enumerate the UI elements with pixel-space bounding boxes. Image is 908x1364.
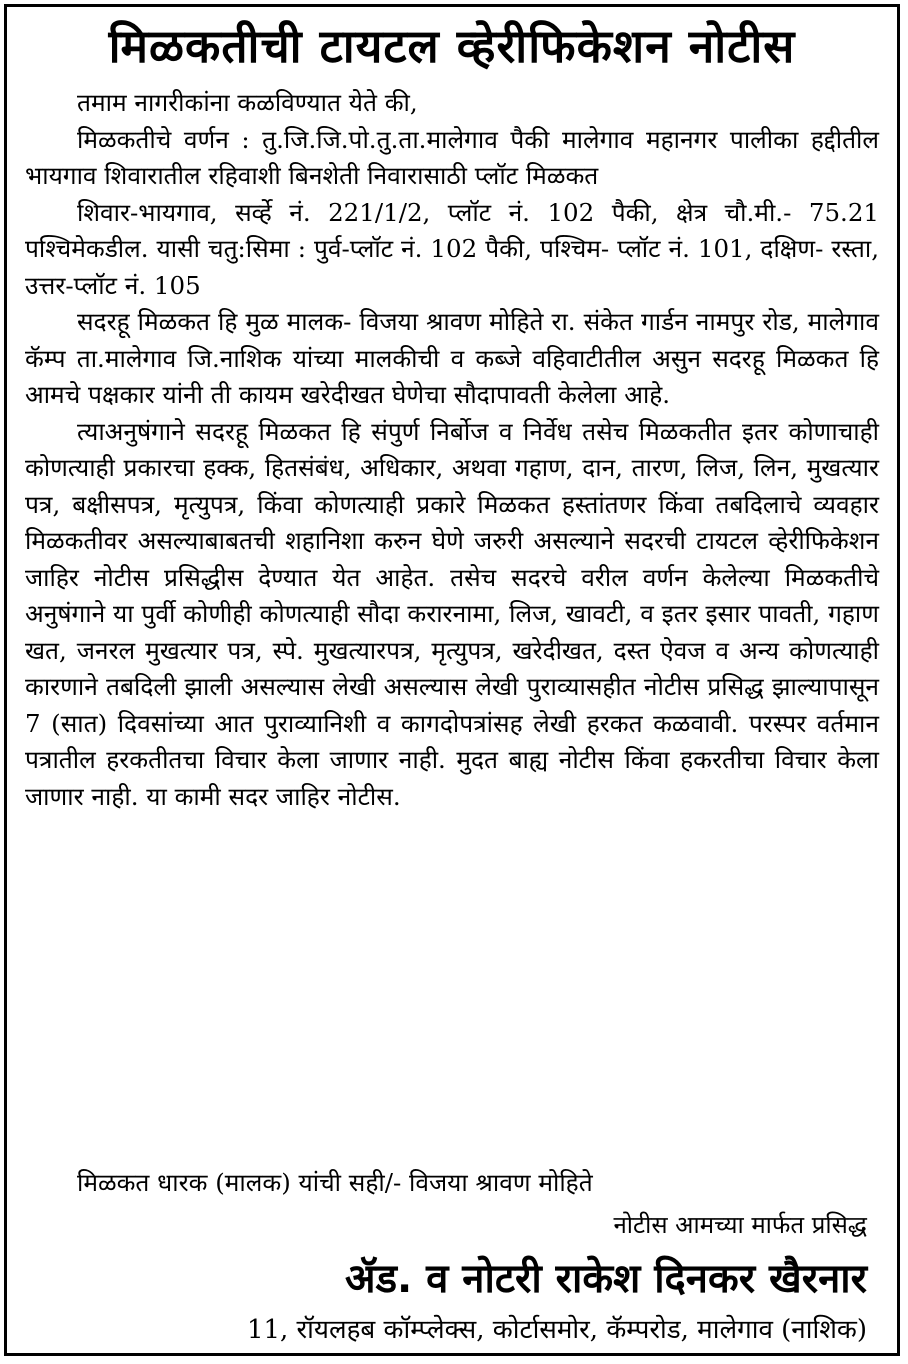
advocate-name: ॲड. व नोटरी राकेश दिनकर खैरनार — [345, 1256, 867, 1302]
notice-box — [4, 4, 900, 1356]
notice-paragraph-property-description: मिळकतीचे वर्णन : तु.जि.जि.पो.तु.ता.मालेगाव पैकी मालेगाव महानगर पालीका हद्दीतील भायगाव शिवारातील रहिवाशी बिनशेती निवारासाठी प्लॉट मिळकत — [25, 124, 879, 190]
published-by-line: नोटीस आमच्या मार्फत प्रसिद्ध — [613, 1211, 867, 1239]
notice-paragraph-greeting: तमाम नागरीकांना कळविण्यात येते की, — [77, 88, 418, 117]
notice-paragraph-boundaries: शिवार-भायगाव, सर्व्हे नं. 221/1/2, प्लॉट नं. 102 पैकी, क्षेत्र चौ.मी.- 75.21 पश्चिमेकडील. यासी चतु:सिमा : पुर्व-प्लॉट नं. 102 पैकी, पश्चिम- प्लॉट नं. 101, दक्षिण- रस्ता, उत्तर-प्लॉट नं. 105 — [25, 197, 879, 300]
advocate-address: 11, रॉयलहब कॉम्प्लेक्स, कोर्टासमोर, कॅम्परोड, मालेगाव (नाशिक) — [246, 1315, 867, 1345]
notice-paragraph-owner: सदरहू मिळकत हि मुळ मालक- विजया श्रावण मोहिते रा. संकेत गार्डन नामपुर रोड, मालेगाव कॅम्प ता.मालेगाव जि.नाशिक यांच्या मालकीची व कब्जे वहिवाटीतील असुन सदरहू मिळकत हि आमचे पक्षकार यांनी ती कायम खरेदीखत घेणेचा सौदापावती केलेला आहे. — [25, 307, 879, 409]
owner-signature-line: मिळकत धारक (मालक) यांची सही/- विजया श्रावण मोहिते — [77, 1168, 593, 1197]
notice-body — [25, 85, 879, 815]
notice-paragraph-objection: त्याअनुषंगाने सदरहू मिळकत हि संपुर्ण निर्बोज व निर्वेध तसेच मिळकतीत इतर कोणाचाही कोणत्याही प्रकारचा हक्क, हितसंबंध, अधिकार, अथवा गहाण, दान, तारण, लिज, लिन, मुखत्यार पत्र, बक्षीसपत्र, मृत्युपत्र, किंवा कोणत्याही प्रकारे मिळकत हस्तांतणर किंवा तबदिलाचे व्यवहार मिळकतीवर असल्याबाबतची शहानिशा करुन घेणे जरुरी असल्याने सदरची टायटल व्हेरीफिकेशन जाहिर नोटीस प्रसिद्धीस देण्यात येत आहेत. तसेच सदरचे वरील वर्णन केलेल्या मिळकतीचे अनुषंगाने या पुर्वी कोणीही कोणत्याही सौदा करारनामा, लिज, खावटी, व इतर इसार पावती, गहाण खत, जनरल मुखत्यार पत्र, स्पे. मुखत्यारपत्र, मृत्युपत्र, खरेदीखत, दस्त ऐवज व अन्य कोणत्याही कारणाने तबदिली झाली असल्यास लेखी असल्यास लेखी पुराव्यासहीत नोटीस प्रसिद्ध झाल्यापासून 7 (सात) दिवसांच्या आत पुराव्यानिशी व कागदोपत्रांसह लेखी हरकत कळवावी. परस्पर वर्तमान पत्रातील हरकतीतचा विचार केला जाणार नाही. मुदत बाह्य नोटीस किंवा हकरतीचा विचार केला जाणार नाही. या कामी सदर जाहिर नोटीस. — [25, 416, 879, 811]
notice-title: मिळकतीची टायटल व्हेरीफिकेशन नोटीस — [108, 19, 796, 73]
